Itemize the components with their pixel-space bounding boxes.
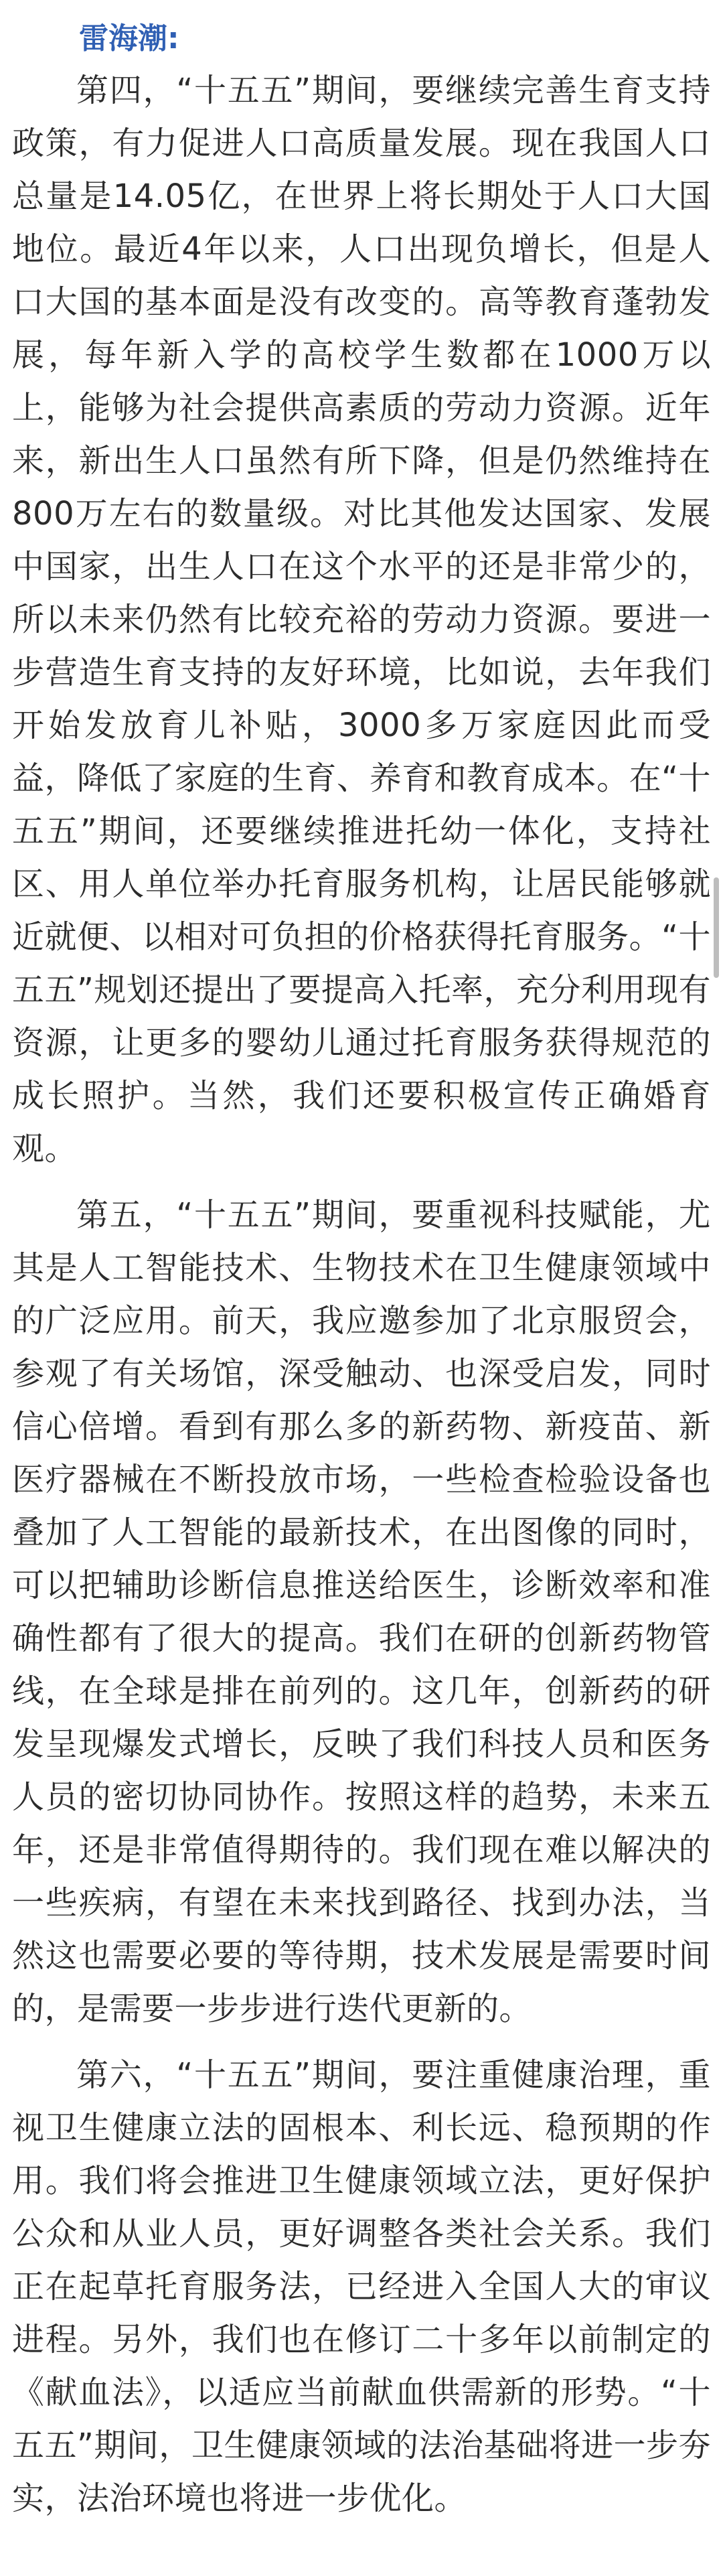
speaker-name: 雷海潮: [79, 21, 179, 56]
paragraph-fourth: 第四，“十五五”期间，要继续完善生育支持政策，有力促进人口高质量发展。现在我国人口总量是14.05亿，在世界上将长期处于人口大国地位。最近4年以来，人口出现负增长，但是人口大国的基本面是没有改变的。高等教育蓬勃发展，每年新入学的高校学生数都在1000万以上，能够为社会提供高素质的劳动力资源。近年来，新出生人口虽然有所下降，但是仍然维持在800万左右的数量级。对比其他发达国家、发展中国家，出生人口在这个水平的还是非常少的，所以未来仍然有比较充裕的劳动力资源。要进一步营造生育支持的友好环境，比如说，去年我们开始发放育儿补贴，3000多万家庭因此而受益，降低了家庭的生育、养育和教育成本。在“十五五”期间，还要继续推进托幼一体化，支持社区、用人单位举办托育服务机构，让居民能够就近就便、以相对可负担的价格获得托育服务。“十五五”规划还提出了要提高入托率，充分利用现有资源，让更多的婴幼儿通过托育服务获得规范的成长照护。当然，我们还要积极宣传正确婚育观。 [12, 72, 711, 1167]
paragraph-fifth: 第五，“十五五”期间，要重视科技赋能，尤其是人工智能技术、生物技术在卫生健康领域中的广泛应用。前天，我应邀参加了北京服贸会，参观了有关场馆，深受触动、也深受启发，同时信心倍增。看到有那么多的新药物、新疫苗、新医疗器械在不断投放市场，一些检查检验设备也叠加了人工智能的最新技术，在出图像的同时，可以把辅助诊断信息推送给医生，诊断效率和准确性都有了很大的提高。我们在研的创新药物管线，在全球是排在前列的。这几年，创新药的研发呈现爆发式增长，反映了我们科技人员和医务人员的密切协同协作。按照这样的趋势，未来五年，还是非常值得期待的。我们现在难以解决的一些疾病，有望在未来找到路径、找到办法，当然这也需要必要的等待期，技术发展是需要时间的，是需要一步步进行迭代更新的。 [12, 1196, 711, 2027]
scrollbar-thumb[interactable] [714, 877, 719, 978]
paragraph-sixth: 第六，“十五五”期间，要注重健康治理，重视卫生健康立法的固根本、利长远、稳预期的作用。我们将会推进卫生健康领域立法，更好保护公众和从业人员，更好调整各类社会关系。我们正在起草托育服务法，已经进入全国人大的审议进程。另外，我们也在修订二十多年以前制定的《献血法》，以适应当前献血供需新的形势。“十五五”期间，卫生健康领域的法治基础将进一步夯实，法治环境也将进一步优化。 [12, 2056, 711, 2517]
